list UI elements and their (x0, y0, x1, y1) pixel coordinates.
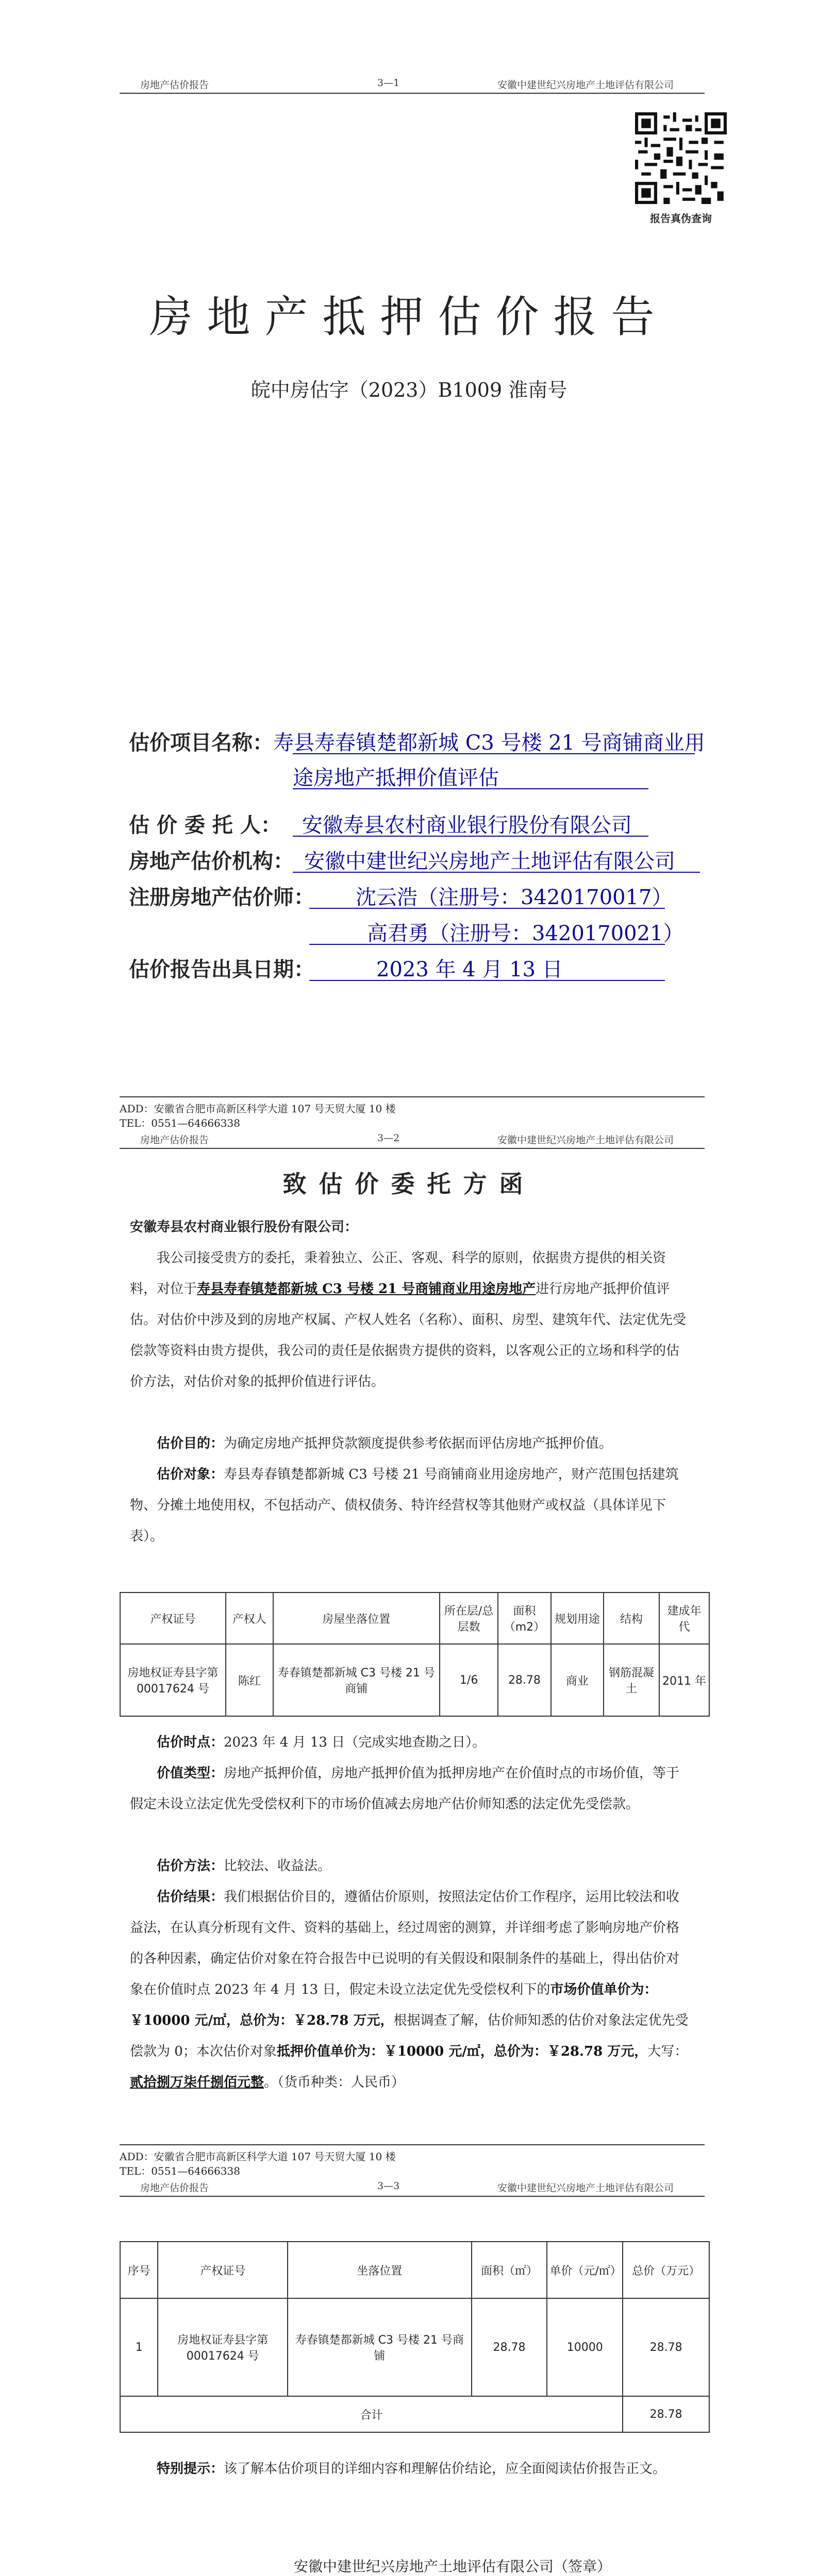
object-label: 估价对象： (157, 1467, 224, 1482)
qr-code[interactable] (635, 112, 727, 204)
table-header: 序号 (120, 2242, 158, 2298)
total-label: 合计 (120, 2396, 623, 2432)
footer-tel: TEL：0551—64666338 (120, 1117, 240, 1129)
report-title: 房地产抵押估价报告 (149, 292, 669, 342)
table-header: 产权人 (226, 1592, 273, 1644)
header-page-no: 3—3 (377, 2180, 400, 2192)
report-date-label: 估价报告出具日期： (129, 957, 314, 981)
object-value: 寿县寿春镇楚都新城 C3 号楼 21 号商铺商业用途房地产，财产范围包括建筑物、分摊土地使用权，不包括动产、债权债务、特许经营权等其他财产或权益（具体详见下表）。 (130, 1467, 679, 1544)
value-type-label: 价值类型： (157, 1766, 224, 1781)
appraiser-1: 沈云浩（注册号：3420170017） (356, 886, 673, 909)
table-header: 产权证号 (158, 2242, 288, 2298)
table-cell: 1/6 (440, 1644, 498, 1716)
header-left: 房地产估价报告 (140, 1134, 209, 1146)
client-row (129, 809, 632, 838)
appraiser-row2 (367, 917, 684, 946)
table-header: 单价（元/㎡） (547, 2242, 623, 2298)
table-header: 坐落位置 (288, 2242, 472, 2298)
appraiser-2: 高君勇（注册号：3420170021） (367, 922, 684, 945)
value-type-value: 房地产抵押价值，房地产抵押价值为抵押房地产在价值时点的市场价值，等于假定未设立法定优先受偿权利下的市场价值减去房地产估价师知悉的法定优先受偿款。 (130, 1766, 680, 1812)
special-note-text: 该了解本估价项目的详细内容和理解估价结论，应全面阅读估价报告正文。 (224, 2461, 666, 2477)
method-value: 比较法、收益法。 (224, 1858, 331, 1874)
result-label: 估价结果： (157, 1889, 224, 1905)
report-date-value: 2023 年 4 月 13 日 (376, 958, 563, 981)
amount-in-words: 贰拾捌万柒仟捌佰元整 (130, 2075, 264, 2090)
table-cell: 寿春镇楚都新城 C3 号楼 21 号商铺 (273, 1644, 440, 1716)
document-number: 皖中房估字（2023）B1009 淮南号 (251, 379, 567, 401)
footer-address: ADD：安徽省合肥市高新区科学大道 107 号天贸大厦 10 楼 (120, 2150, 396, 2163)
letter-title: 致估价委托方函 (282, 1170, 536, 1198)
value-type-paragraph (130, 1758, 692, 1820)
date-row (129, 953, 563, 982)
result-text-3: 大写： (647, 2044, 688, 2059)
table-header: 所在层/总层数 (440, 1592, 498, 1644)
object-paragraph (130, 1459, 692, 1552)
qr-caption: 报告真伪查询 (650, 212, 712, 225)
letter-recipient: 安徽寿县农村商业银行股份有限公司： (130, 1219, 358, 1235)
header-company: 安徽中建世纪兴房地产土地评估有限公司 (497, 2182, 674, 2194)
table-header: 产权证号 (120, 1592, 226, 1644)
appraiser-label: 注册房地产估价师： (129, 885, 314, 909)
table-cell: 28.78 (623, 2298, 709, 2396)
special-note (130, 2453, 692, 2484)
purpose-paragraph (130, 1428, 692, 1459)
table-cell: 寿春镇楚都新城 C3 号楼 21 号商铺 (288, 2298, 472, 2396)
table-cell: 2011 年 (659, 1644, 709, 1716)
table-header-row (120, 2242, 709, 2298)
header-left: 房地产估价报告 (140, 2182, 209, 2194)
special-note-label: 特别提示： (157, 2461, 224, 2477)
table-header: 面积（m2） (498, 1592, 550, 1644)
result-text-1: 我们根据估价目的，遵循估价原则，按照法定估价工作程序，运用比较法和收益法，在认真分析现有文件、资料的基础上，经过周密的测算，并详细考虑了影响房地产价格的各种因素，确定估价对象在符合报告中已说明的有关假设和限制条件的基础上，得出估价对象在价值时点 2023 年 4 月 13 日，假定未设立法定优先受偿权利下的 (130, 1889, 680, 1997)
header-page-no: 3—1 (377, 77, 400, 89)
footer-tel: TEL：0551—64666338 (120, 2165, 240, 2177)
footer-rule (120, 2144, 705, 2145)
header-company: 安徽中建世纪兴房地产土地评估有限公司 (497, 79, 674, 91)
page-footer-1 (120, 1101, 396, 1130)
table-header-row (120, 1592, 709, 1644)
property-table (120, 1592, 710, 1717)
table-header: 结构 (604, 1592, 659, 1644)
underline (293, 788, 648, 789)
valuation-item-row2 (293, 761, 499, 791)
value-time-label: 估价时点： (157, 1735, 224, 1750)
table-cell: 钢筋混凝土 (604, 1644, 659, 1716)
method-paragraph (130, 1851, 692, 1882)
table-cell: 10000 (547, 2298, 623, 2396)
header-left: 房地产估价报告 (140, 79, 209, 91)
table-row (120, 1644, 709, 1716)
table-total-row (120, 2396, 709, 2432)
table-cell: 商业 (551, 1644, 604, 1716)
letter-p1-end: 进行房地产抵押价值评估。对估价中涉及到的房地产权属、产权人姓名（名称）、面积、房型、建筑年代、法定优先受偿款等资料由贵方提供，我公司的责任是依据贵方提供的资料，以客观公正的立场和科学的估价方法，对估价对象的抵押价值进行评估。 (130, 1281, 687, 1389)
letter-p1-bold: 寿县寿春镇楚都新城 C3 号楼 21 号商铺商业用途房地产 (197, 1281, 536, 1297)
result-text-4: 。（货币种类：人民币） (264, 2075, 405, 2090)
total-value: 28.78 (623, 2396, 709, 2432)
footer-address: ADD：安徽省合肥市高新区科学大道 107 号天贸大厦 10 楼 (120, 1103, 396, 1115)
table-header: 总价（万元） (623, 2242, 709, 2298)
table-cell: 28.78 (498, 1644, 550, 1716)
org-row (129, 845, 675, 874)
header-page-no: 3—2 (377, 1132, 400, 1144)
table-cell: 房地权证寿县字第 00017624 号 (158, 2298, 288, 2396)
header-rule (120, 1148, 705, 1149)
underline (293, 836, 648, 837)
market-value: 市场价值单价为：￥10000 元/㎡，总价为：￥28.78 万元， (130, 1982, 658, 2028)
method-label: 估价方法： (157, 1858, 224, 1874)
table-cell: 28.78 (472, 2298, 547, 2396)
valuation-item-label: 估价项目名称： (129, 731, 273, 755)
underline (293, 753, 695, 754)
footer-rule (120, 1096, 705, 1097)
table-cell: 房地权证寿县字第 00017624 号 (120, 1644, 226, 1716)
summary-table (120, 2241, 710, 2433)
valuation-item-value: 寿县寿春镇楚都新城 C3 号楼 21 号商铺商业用 (273, 731, 705, 755)
table-header: 建成年代 (659, 1592, 709, 1644)
appraiser-row (129, 881, 673, 910)
org-label: 房地产估价机构： (129, 849, 294, 873)
table-header: 房屋坐落位置 (273, 1592, 440, 1644)
valuation-item-row (129, 726, 705, 756)
qr-code-icon (635, 112, 727, 204)
valuation-item-value-2: 途房地产抵押价值评估 (293, 766, 499, 790)
org-value: 安徽中建世纪兴房地产土地评估有限公司 (304, 850, 675, 873)
underline (293, 872, 700, 873)
table-header: 规划用途 (551, 1592, 604, 1644)
purpose-label: 估价目的： (157, 1436, 224, 1451)
table-header: 面积（㎡） (472, 2242, 547, 2298)
result-text-2: 根据调查了解，估价师知悉的估价对象法定优先受偿款为 0；本次估价对象 (130, 2013, 689, 2059)
letter-p1-text: 我公司接受贵方的委托，秉着独立、公正、客观、科学的原则，依据贵方提供的相关资料，对位于 (130, 1250, 666, 1297)
underline (309, 944, 665, 945)
result-paragraph (130, 1882, 692, 2098)
header-rule (120, 93, 705, 94)
table-row (120, 2298, 709, 2396)
value-time-paragraph (130, 1727, 692, 1758)
table-cell: 陈红 (226, 1644, 273, 1716)
purpose-value: 为确定房地产抵押贷款额度提供参考依据而评估房地产抵押价值。 (224, 1436, 613, 1451)
underline (309, 908, 665, 909)
header-rule (120, 2196, 705, 2197)
mortgage-value: 抵押价值单价为：￥10000 元/㎡，总价为：￥28.78 万元， (276, 2044, 648, 2059)
page-footer-2 (120, 2149, 396, 2178)
table-cell: 1 (120, 2298, 158, 2396)
underline (309, 980, 665, 981)
company-signature: 安徽中建世纪兴房地产土地评估有限公司（签章） (294, 2558, 612, 2575)
letter-paragraph-1 (130, 1243, 692, 1397)
header-company: 安徽中建世纪兴房地产土地评估有限公司 (497, 1134, 674, 1146)
client-label: 估 价 委 托 人： (129, 813, 281, 837)
value-time-value: 2023 年 4 月 13 日（完成实地查勘之日）。 (224, 1735, 486, 1750)
client-value: 安徽寿县农村商业银行股份有限公司 (302, 814, 632, 837)
